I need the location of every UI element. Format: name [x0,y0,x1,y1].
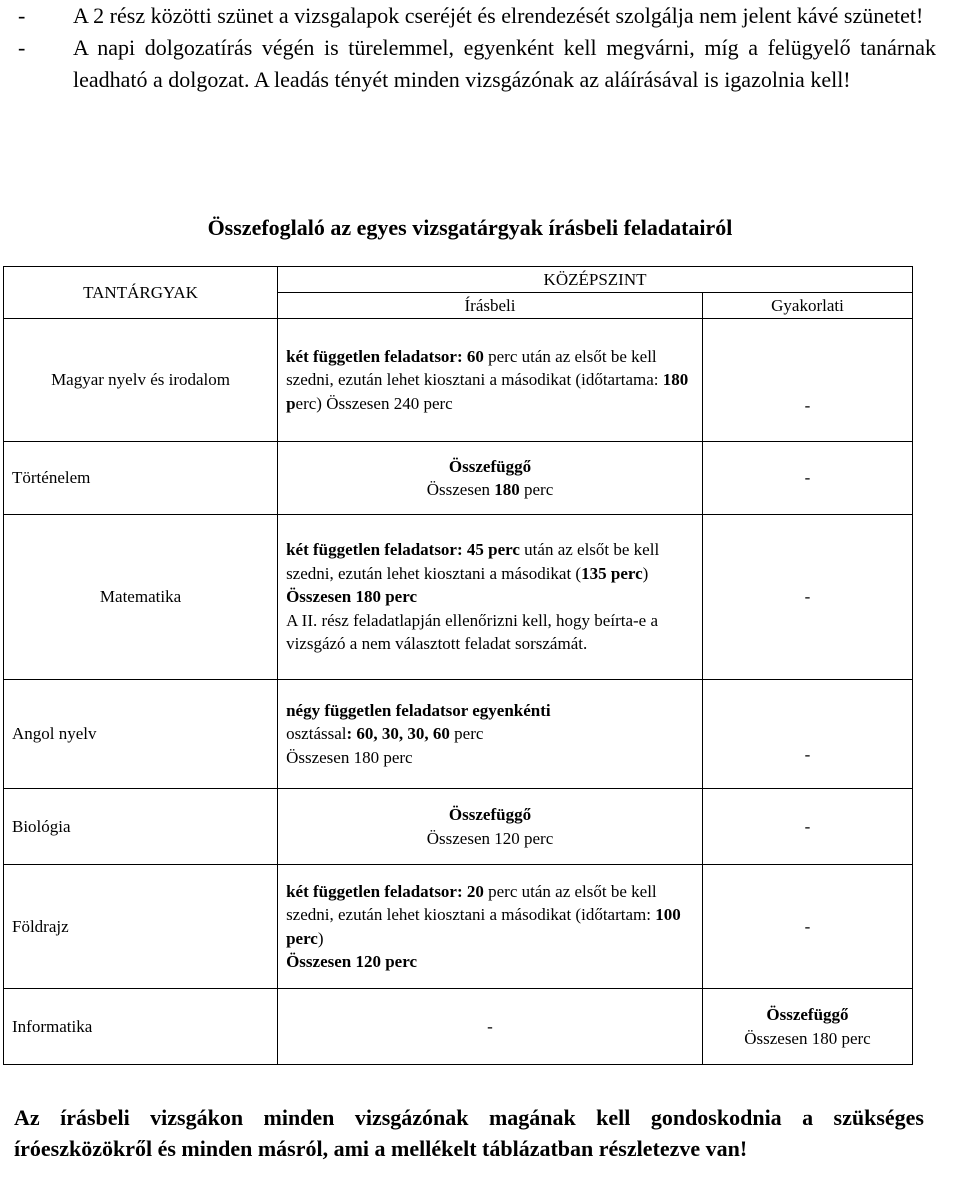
written-bold: 135 perc [581,563,643,583]
written-cell [278,515,703,680]
written-cell [278,442,703,515]
header-level: KÖZÉPSZINT [278,267,913,293]
practical-text: Összesen 180 perc [744,1028,871,1048]
written-text: ) [317,928,324,948]
practical-bold: Összefüggő [766,1005,849,1024]
written-bold: Összefüggő [448,805,532,824]
closing-notice: Az írásbeli vizsgákon minden vizsgázónak magának kell gondoskodnia a szükséges íróeszközökről és minden másról, ami a mellékelt táblázatban részletezve van! [14,1105,924,1161]
bullet-dash: - [18,3,26,28]
written-text: perc után az elsőt be kell szedni, ezután lehet kiosztani a másodikat (időtartam: [286,881,657,924]
bullet-dash: - [18,35,26,60]
written-bold: két független feladatsor: 45 perc [286,540,520,560]
written-cell: - [278,989,703,1065]
subject-cell: Informatika [4,989,278,1065]
practical-cell: - [702,865,912,989]
section-heading: Összefoglaló az egyes vizsgatárgyak írásbeli feladatairól [207,215,733,240]
written-text: osztással [286,724,347,744]
subject-cell: Biológia [4,789,278,865]
written-cell [278,865,703,989]
exam-summary-table [3,266,913,1065]
written-text: perc [519,480,554,499]
table-header-row [4,267,913,293]
written-text: perc [449,724,484,744]
written-cell [278,680,703,789]
written-bold: 180 p [286,370,689,413]
table-row [4,680,913,789]
header-subjects: TANTÁRGYAK [4,267,278,319]
subject-cell: Angol nyelv [4,680,278,789]
written-line [286,478,694,502]
written-bold: Összesen 180 perc [286,587,418,607]
written-text: után az elsőt be kell szedni, ezután lehet kiosztani a másodikat ( [286,540,660,583]
practical-cell: - [702,515,912,680]
practical-cell: - [702,442,912,515]
header-written: Írásbeli [278,293,703,319]
practical-cell [702,989,912,1065]
written-text: ) [642,563,649,583]
written-text: Összesen 120 perc [426,828,554,848]
written-bold: Összefüggő [448,456,532,476]
table-row [4,442,913,515]
subject-cell: Magyar nyelv és irodalom [4,319,278,442]
practical-cell: - [702,680,912,789]
table-row [4,789,913,865]
written-cell [278,319,703,442]
written-text: Összesen 180 perc [286,747,413,767]
header-practical: Gyakorlati [702,293,912,319]
bullet-item [16,0,936,32]
practical-cell: - [702,319,912,442]
bullet-list [16,0,936,96]
table-row [4,515,913,680]
written-bold: : 60, 30, 30, 60 [346,724,450,744]
subject-cell: Matematika [4,515,278,680]
written-bold: két független feladatsor: 20 [286,881,484,901]
subject-cell: Földrajz [4,865,278,989]
written-bold: két független feladatsor: 60 [286,346,484,366]
written-bold: 180 [494,480,520,499]
table-row [4,865,913,989]
bullet-item [16,32,936,96]
table-row [4,319,913,442]
bullet-text: A 2 rész közötti szünet a vizsgalapok cseréjét és elrendezését szolgálja nem jelent kávé szünetet! [73,3,924,28]
subject-cell: Történelem [4,442,278,515]
written-text: perc után az elsőt be kell szedni, ezután lehet kiosztani a másodikat (időtartama: [286,346,663,390]
written-bold: Összesen 120 perc [286,952,418,971]
written-text: Összesen [426,480,495,499]
written-cell [278,789,703,865]
table-row [4,989,913,1065]
written-line [286,722,694,746]
written-bold: négy független feladatsor egyenkénti [286,700,551,720]
written-text: erc) Összesen 240 perc [295,393,453,413]
written-note: A II. rész feladatlapján ellenőrizni kell, hogy beírta-e a vizsgázó a nem választott feladat sorszámát. [286,610,659,654]
written-bold: 100 perc [286,905,681,948]
bullet-text: A napi dolgozatírás végén is türelemmel, egyenként kell megvárni, míg a felügyelő tanárnak leadható a dolgozat. A leadás tényét minden vizsgázónak az aláírásával is igazolnia kell! [73,35,936,92]
practical-cell: - [702,789,912,865]
